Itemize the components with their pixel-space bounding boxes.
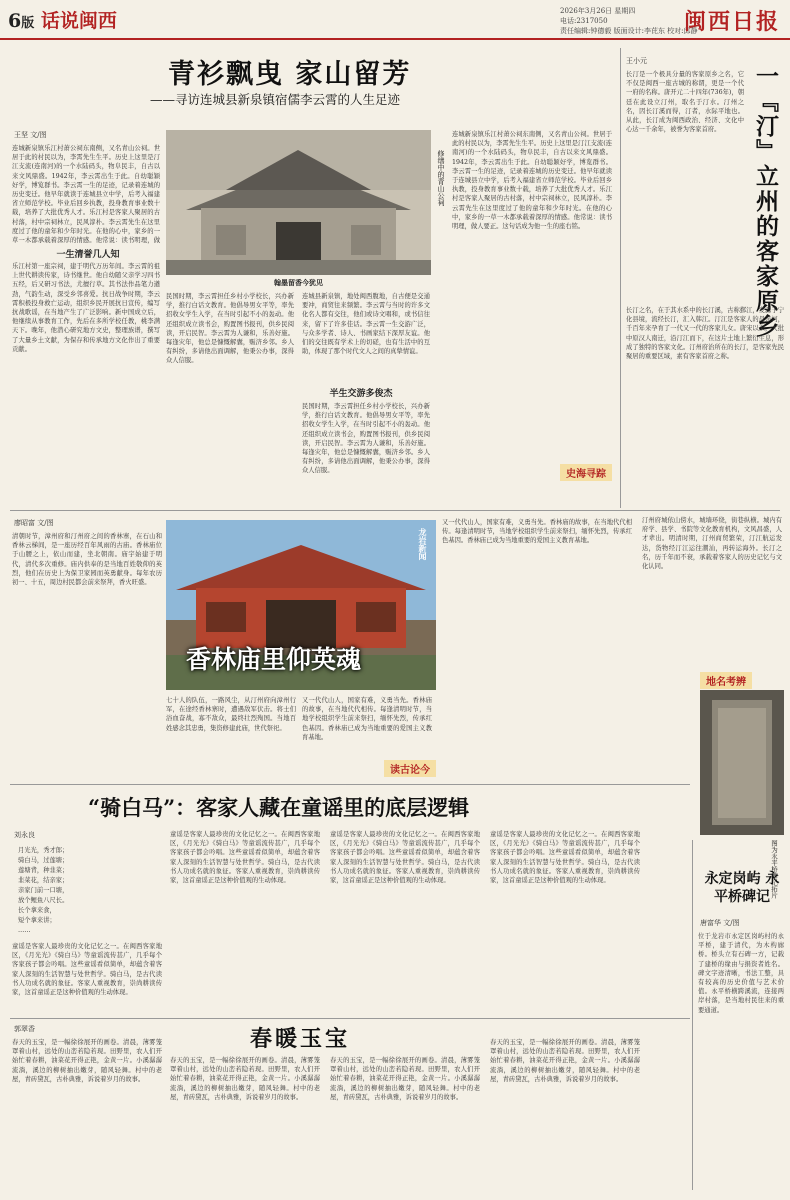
poem-line: 骑白马，过莲塘； xyxy=(18,857,69,864)
article2-tag: 地名考辨 xyxy=(700,672,752,689)
article1-section-head-2: 半生交游多俊杰 xyxy=(306,386,416,399)
article2-author: 王小元 xyxy=(626,57,647,65)
article1-photo xyxy=(166,130,431,275)
article4-poem xyxy=(18,846,148,936)
header-date: 2026年3月26日 星期四 xyxy=(560,7,636,15)
article1-title: 青衫飘曳 家山留芳 xyxy=(168,59,412,90)
article5-text-col1: 春天的玉宝，是一幅徐徐展开的画卷。清晨，薄雾笼罩着山村，远处的山峦若隐若现。田野里，农人们开始忙着春耕，油菜花开得正艳，金黄一片。小溪潺潺流淌，溪边的柳树抽出嫩芽，随风轻舞。村中的老屋，青砖黛瓦，古朴典雅，诉说着岁月的故事。 xyxy=(12,1039,162,1083)
article6-text: 位于龙岩市永定区岗屿村的永平桥，建于清代，为木构廊桥。桥头立有石碑一方，记载了建桥的缘由与捐资者姓名。碑文字迹清晰，书法工整，具有较高的历史价值与艺术价值。永平桥横跨溪流，连接两岸村落，是当地村民往来的重要通道。 xyxy=(698,933,784,1014)
header-editors: 责任编辑:钟德毅 版面设计:李芘东 校对:邱静 xyxy=(560,27,698,35)
article3-text-a: 清朝时节，漳州府和汀州府之间的香林寨，在石山和香林云梯间，是一座历经百年风雨的古庙。香林庙位于山腰之上，依山而建，坐北朝南。庙宇始建于明代，清代多次重修。庙内供奉的是当地百姓敬仰的英烈，他们在历史上为保卫家园而英勇献身。每年农历初一、十五，周边村民都会前来祭拜，香火旺盛。 xyxy=(12,533,162,587)
article5-text-col2: 春天的玉宝，是一幅徐徐展开的画卷。清晨，薄雾笼罩着山村，远处的山峦若隐若现。田野里，农人们开始忙着春耕，油菜花开得正艳，金黄一片。小溪潺潺流淌，溪边的柳树抽出嫩芽，随风轻舞。村中的老屋，青砖黛瓦，古朴典雅，诉说着岁月的故事。 xyxy=(170,1057,320,1101)
article3-text-b: 七十人的队伍，一路风尘，从汀州府向漳州行军，在途经香林寨时，遭遇敌军伏击。将士们浴血奋战，寡不敌众，最终壮烈殉国。当地百姓感念其忠勇，集资修建此庙，世代祭祀。 xyxy=(166,697,296,732)
article1-author: 王坚 文/图 xyxy=(14,131,47,139)
article2-title: 一『汀』立州的客家原乡 xyxy=(752,64,779,339)
poem-line: 韭菜花，结亲家； xyxy=(18,877,69,884)
poem-line: 月光光，秀才郎； xyxy=(18,847,69,854)
article4-text-col1: 童谣是客家人最珍贵的文化记忆之一。在闽西客家地区，《月光光》《骑白马》等童谣流传甚广，几乎每个客家孩子都会吟唱。这些童谣看似简单，却蕴含着客家人深刻的生活智慧与处世哲学。骑白马，是古代读书人功成名就的象征。客家人重视教育，崇尚耕读传家，这首童谣正是这种价值观的生动体现。 xyxy=(12,943,162,997)
article1-text-col5: 连城新泉镇乐江村萧公祠东南侧，又名青山公祠。世居于此的村民以为，李霄先生生平。历史上这里是汀江支流(连南河)的一个水陆码头，物阜民丰，自古以来文风鼎盛。1942年，李云霄出生于此。自幼聪颖好学，博览群书。李云霄一生的足迹，记录着连城的历史变迁。他早年就读于连城县立中学，后考入福建省立师范学校。毕业后回乡执教，投身教育事业数十载，培养了大批优秀人才。乐江村是客家人聚居的古村落，村中宗祠林立，民风淳朴。李云霄先生在这里度过了他的童年和少年时光。在他的心中，家乡的一草一木都承载着深厚的情感。他常说：读书明理，做人要正。这句话成为他一生的座右铭。 xyxy=(452,131,612,231)
article1-side-caption: 修缮中的青山公祠 xyxy=(437,150,445,206)
article4-title: “骑白马”：客家人藏在童谣里的底层逻辑 xyxy=(88,795,470,820)
header-phone: 电话:2317050 xyxy=(560,17,608,25)
article3-photo-watermark: 龙岩新闻 xyxy=(418,528,428,560)
stele-photo xyxy=(700,690,784,835)
article3-text-c: 又一代代山人，国家有难，义勇当先。香林庙的故事，在当地代代相传。每逢清明时节，当地学校组织学生前来祭扫，缅怀先烈，传承红色基因。香林庙已成为当地重要的爱国主义教育基地。 xyxy=(302,697,432,741)
article2-text-c: 汀州府城依山傍水，城墙环绕，街巷纵横。城内有府学、县学、书院等文化教育机构，文风昌盛，人才辈出。明清时期，汀州商贸繁荣，汀江航运发达，货物经汀江运往潮汕，再转运海外。长汀之名，历千年而不衰，承载着客家人的历史记忆与文化认同。 xyxy=(642,517,782,571)
poem-line: 亲家门前一口塘， xyxy=(18,887,69,894)
article1-section-head-1: 一生清誉几人知 xyxy=(40,247,136,260)
poem-line: 放个鲤鱼八尺长。 xyxy=(18,897,69,904)
article1-text-col2: 乐江村第一座宗祠，建于明代万历年间。李云霄的祖上世代耕读传家，诗书继世。他自幼随父亲学习四书五经，后又研习书法，尤擅行草。其书法作品笔力遒劲，气韵生动，深受乡邻喜爱。抗日战争时期，李云霄积极投身救亡运动，组织乡民开展抗日宣传，编写抗战歌谣，在当地产生了广泛影响。新中国成立后，他继续从事教育工作，先后在多所学校任教，桃李满天下。晚年，他潜心研究地方文史，整理族谱，撰写了大量乡土文献，为保存和传承地方文化作出了重要贡献。 xyxy=(12,263,160,353)
poem-line: 短个拿来讲； xyxy=(18,917,56,924)
article3-tag: 读古论今 xyxy=(384,760,436,777)
article3-text-d: 又一代代山人，国家有难，义勇当先。香林庙的故事，在当地代代相传。每逢清明时节，当地学校组织学生前来祭扫，缅怀先烈，传承红色基因。香林庙已成为当地重要的爱国主义教育基地。 xyxy=(442,519,632,545)
article6-photo xyxy=(700,690,784,835)
article1-subtitle: ——寻访连城县新泉镇宿儒李云霄的人生足迹 xyxy=(150,92,401,107)
poem-line: 长个拿来食， xyxy=(18,907,56,914)
article2-text-b: 长汀之名，在于其水系中的长汀溪，古称鄞江，发源于宁化县境，流经长汀，汇入韩江。汀江是客家人的母亲河，千百年来孕育了一代又一代的客家儿女。唐宋以来，大批中原汉人南迁，沿汀江而下，在这片土地上繁衍生息，形成了独特的客家文化。汀州府治所在的长汀，是客家先民聚居的重要区域，素有客家首府之称。 xyxy=(626,307,784,361)
ancestral-hall-photo xyxy=(166,130,431,275)
article5-text-col4: 春天的玉宝，是一幅徐徐展开的画卷。清晨，薄雾笼罩着山村，远处的山峦若隐若现。田野里，农人们开始忙着春耕，油菜花开得正艳，金黄一片。小溪潺潺流淌，溪边的柳树抽出嫩芽，随风轻舞。村中的老屋，青砖黛瓦，古朴典雅，诉说着岁月的故事。 xyxy=(490,1039,640,1083)
header-meta xyxy=(560,6,698,36)
article4-text-col2: 童谣是客家人最珍贵的文化记忆之一。在闽西客家地区，《月光光》《骑白马》等童谣流传甚广，几乎每个客家孩子都会吟唱。这些童谣看似简单，却蕴含着客家人深刻的生活智慧与处世哲学。骑白马，是古代读书人功成名就的象征。客家人重视教育，崇尚耕读传家，这首童谣正是这种价值观的生动体现。 xyxy=(170,831,320,885)
article4-text-col3: 童谣是客家人最珍贵的文化记忆之一。在闽西客家地区，《月光光》《骑白马》等童谣流传甚广，几乎每个客家孩子都会吟唱。这些童谣看似简单，却蕴含着客家人深刻的生活智慧与处世哲学。骑白马，是古代读书人功成名就的象征。客家人重视教育，崇尚耕读传家，这首童谣正是这种价值观的生动体现。 xyxy=(330,831,480,885)
article1-text-col4: 连城县新泉镇，地处闽西腹地，自古便是交通要冲，商贸往来频繁。李云霄与当时的许多文化名人都有交往，他们或诗文唱和，或书信往来，留下了许多佳话。李云霄一生交游广泛，与众多学者、诗人、书画家结下深厚友谊。他们的交往既有学术上的切磋，也有生活中的互助，体现了那个时代文人之间的真挚情谊。 xyxy=(302,293,430,356)
article1-text-col3: 民国时期，李云霄担任乡村小学校长，兴办新学，推行白话文教育。他倡导男女平等，率先招收女学生入学，在当时引起不小的轰动。他还组织成立读书会，购置图书报刊，供乡民阅读，开启民智。李云霄为人谦和，乐善好施。每逢灾年，他总是慷慨解囊，赈济乡邻。乡人有纠纷，多请他出面调解，他秉公办事，深得众人信服。 xyxy=(166,293,294,365)
article6-photo-caption: 图为永平桥碑记拓片 xyxy=(770,840,778,899)
page-header xyxy=(0,0,790,40)
newspaper-logo: 闽西日报 xyxy=(683,9,780,35)
article5-title: 春暖玉宝 xyxy=(250,1026,351,1052)
article4-author: 刘永良 xyxy=(14,831,35,839)
article6-author: 唐富华 文/图 xyxy=(700,919,740,927)
poem-line: 莲塘背，种韭菜； xyxy=(18,867,69,874)
page-number: 6版 话说闽西 xyxy=(8,10,117,32)
article1-text-col1: 连城新泉镇乐江村萧公祠东南侧，又名青山公祠。世居于此的村民以为，李霄先生生平。历史上这里是汀江支流(连南河)的一个水陆码头，物阜民丰，自古以来文风鼎盛。1942年，李云霄出生于此。自幼聪颖好学，博览群书。李云霄一生的足迹，记录着连城的历史变迁。他早年就读于连城县立中学，后考入福建省立师范学校。毕业后回乡执教，投身教育事业数十载，培养了大批优秀人才。乐江村是客家人聚居的古村落，村中宗祠林立，民风淳朴。李云霄先生在这里度过了他的童年和少年时光。在他的心中，家乡的一草一木都承载着深厚的情感。他常说：读书明理，做 xyxy=(12,145,160,244)
article4-text-col4: 童谣是客家人最珍贵的文化记忆之一。在闽西客家地区，《月光光》《骑白马》等童谣流传甚广，几乎每个客家孩子都会吟唱。这些童谣看似简单，却蕴含着客家人深刻的生活智慧与处世哲学。骑白马，是古代读书人功成名就的象征。客家人重视教育，崇尚耕读传家，这首童谣正是这种价值观的生动体现。 xyxy=(490,831,640,885)
article2-text-a: 长汀是一个极具分量的客家原乡之名，它不仅是闽西一座古城的称谓，更是一个代一府的名称。唐开元二十四年(736年)，朝廷在此设立汀州，取名于汀水。汀州之名，因长汀溪而得，汀者，水际平地也。从此，长汀成为闽西政治、经济、文化中心达一千余年，被誉为客家首府。 xyxy=(626,71,744,134)
article1-photo-caption: 翰墨留香今犹见 xyxy=(274,278,323,287)
article5-text-col3: 春天的玉宝，是一幅徐徐展开的画卷。清晨，薄雾笼罩着山村，远处的山峦若隐若现。田野里，农人们开始忙着春耕，油菜花开得正艳，金黄一片。小溪潺潺流淌，溪边的柳树抽出嫩芽，随风轻舞。村中的老屋，青砖黛瓦，古朴典雅，诉说着岁月的故事。 xyxy=(330,1057,480,1101)
article6-title: 永定岗屿 永平桥碑记 xyxy=(704,871,780,905)
article5-author: 郭翠香 xyxy=(14,1025,35,1033)
article1-text-col4b: 民国时期，李云霄担任乡村小学校长，兴办新学，推行白话文教育。他倡导男女平等，率先招收女学生入学，在当时引起不小的轰动。他还组织成立读书会，购置图书报刊，供乡民阅读，开启民智。李云霄为人谦和，乐善好施。每逢灾年，他总是慷慨解囊，赈济乡邻。乡人有纠纷，多请他出面调解，他秉公办事，深得众人信服。 xyxy=(302,403,430,475)
article3-author: 廖昭富 文/图 xyxy=(14,519,54,527)
article1-tag: 史海寻踪 xyxy=(560,464,612,481)
poem-line: …… xyxy=(18,927,31,934)
article3-title: 香林庙里仰英魂 xyxy=(186,645,362,674)
